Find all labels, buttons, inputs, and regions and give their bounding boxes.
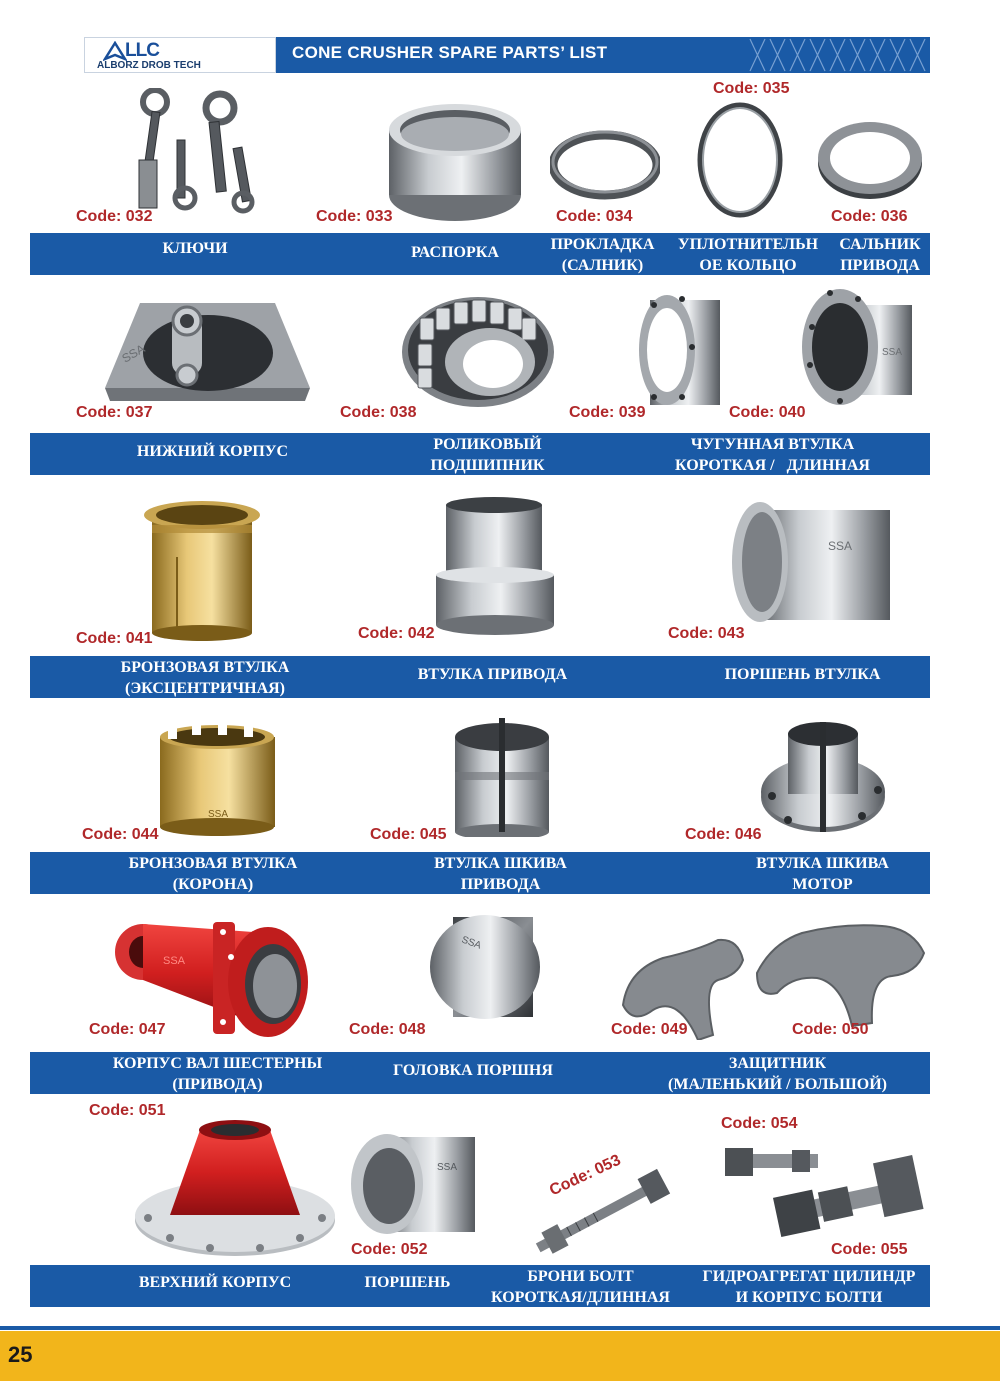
label-piston: ПОРШЕНЬ xyxy=(364,1274,451,1291)
code-039: Code: 039 xyxy=(569,404,646,421)
code-041: Code: 041 xyxy=(76,630,153,647)
spacer-ring-image xyxy=(385,100,525,225)
label-wrenches: КЛЮЧИ xyxy=(162,240,228,257)
piston-bush-image xyxy=(730,490,895,630)
label-liner-bolt-1: БРОНИ БОЛТ xyxy=(527,1268,634,1285)
stamp-ssa: SSA xyxy=(208,809,229,820)
header-pattern-icon xyxy=(745,37,930,73)
code-045: Code: 045 xyxy=(370,826,447,843)
roller-bearing-image xyxy=(398,290,558,410)
label-lower-housing: НИЖНИЙ КОРПУС xyxy=(136,443,289,460)
code-046: Code: 046 xyxy=(685,826,762,843)
code-042: Code: 042 xyxy=(358,625,435,642)
logo xyxy=(84,37,276,73)
label-drive-pulley-bush-2: ПРИВОДА xyxy=(460,876,541,893)
lower-housing-image xyxy=(100,293,315,408)
label-roller-bearing-2: ПОДШИПНИК xyxy=(430,457,545,474)
bronze-bush-eccentric-image xyxy=(142,497,262,642)
piston-head-image xyxy=(423,912,548,1022)
stamp-ssa: SSA xyxy=(437,1162,458,1173)
gasket-image xyxy=(550,130,660,200)
label-gasket-2: (САЛНИК) xyxy=(561,257,644,274)
label-piston-bush: ПОРШЕНЬ ВТУЛКА xyxy=(724,666,881,683)
sealing-ring-image xyxy=(695,100,785,220)
label-protector-2: (МАЛЕНЬКИЙ / БОЛЬШОЙ) xyxy=(668,1076,887,1093)
code-049: Code: 049 xyxy=(611,1021,688,1038)
code-044: Code: 044 xyxy=(82,826,159,843)
label-bronze-crown-2: (КОРОНА) xyxy=(172,876,254,893)
drive-pulley-bush-image xyxy=(447,712,557,837)
drive-bush-image xyxy=(432,497,557,637)
code-038: Code: 038 xyxy=(340,404,417,421)
label-drive-seal-1: САЛЬНИК xyxy=(839,236,921,253)
drive-seal-image xyxy=(815,118,925,203)
code-048: Code: 048 xyxy=(349,1021,426,1038)
stamp-ssa: SSA xyxy=(882,347,903,358)
code-054: Code: 054 xyxy=(721,1115,798,1132)
stamp-ssa: SSA xyxy=(163,955,186,967)
liner-bolt-image xyxy=(520,1165,680,1265)
label-cylinder-bolt-2: И КОРПУС БОЛТИ xyxy=(735,1289,883,1306)
code-040: Code: 040 xyxy=(729,404,806,421)
footer-line xyxy=(0,1326,1000,1330)
label-drive-pulley-bush-1: ВТУЛКА ШКИВА xyxy=(434,855,567,872)
label-gasket-1: ПРОКЛАДКА xyxy=(550,236,655,253)
code-047: Code: 047 xyxy=(89,1021,166,1038)
protector-large-image xyxy=(752,918,927,1028)
label-cast-iron-bush-2: КОРОТКАЯ / ДЛИННАЯ xyxy=(675,457,870,474)
stamp-ssa: SSA xyxy=(828,539,853,553)
label-drive-seal-2: ПРИВОДА xyxy=(840,257,920,274)
wrenches-image xyxy=(125,88,265,218)
code-036: Code: 036 xyxy=(831,208,908,225)
cast-iron-bush-short-image xyxy=(632,285,732,415)
label-liner-bolt-2: КОРОТКАЯ/ДЛИННАЯ xyxy=(491,1289,670,1306)
code-032: Code: 032 xyxy=(76,208,153,225)
page-number: 25 xyxy=(8,1342,33,1367)
code-051: Code: 051 xyxy=(89,1102,166,1119)
code-037: Code: 037 xyxy=(76,404,153,421)
page-title: CONE CRUSHER SPARE PARTS’ LIST xyxy=(292,43,608,62)
label-bronze-crown-1: БРОНЗОВАЯ ВТУЛКА xyxy=(128,855,298,872)
label-motor-pulley-bush-2: МОТОР xyxy=(792,876,853,893)
code-055: Code: 055 xyxy=(831,1241,908,1258)
logo-llc: LLC xyxy=(125,40,159,61)
label-sealing-ring-1: УПЛОТНИТЕЛЬН xyxy=(677,236,819,253)
code-035: Code: 035 xyxy=(713,80,790,97)
label-drive-bush: ВТУЛКА ПРИВОДА xyxy=(417,666,568,683)
code-033: Code: 033 xyxy=(316,208,393,225)
code-053: Code: 053 xyxy=(547,1151,624,1200)
label-spacer: РАСПОРКА xyxy=(411,244,499,261)
logo-company: ALBORZ DROB TECH xyxy=(97,60,201,71)
label-upper-housing: ВЕРХНИЙ КОРПУС xyxy=(138,1274,292,1291)
footer-bar xyxy=(0,1331,1000,1381)
label-motor-pulley-bush-1: ВТУЛКА ШКИВА xyxy=(756,855,889,872)
motor-pulley-bush-image xyxy=(758,712,888,837)
code-034: Code: 034 xyxy=(556,208,633,225)
label-protector-1: ЗАЩИТНИК xyxy=(728,1055,827,1072)
code-050: Code: 050 xyxy=(792,1021,869,1038)
stamp-ssa: SSA xyxy=(119,341,148,366)
stamp-ssa: SSA xyxy=(459,934,483,952)
cylinder-bolt-long-image xyxy=(765,1155,925,1245)
label-sealing-ring-2: ОЕ КОЛЬЦО xyxy=(699,257,797,274)
label-bronze-eccentric-2: (ЭКСЦЕНТРИЧНАЯ) xyxy=(124,680,285,697)
bronze-bush-crown-image xyxy=(150,717,285,837)
logo-mark-icon xyxy=(103,41,127,61)
cast-iron-bush-long-image xyxy=(800,285,915,410)
label-piston-head: ГОЛОВКА ПОРШНЯ xyxy=(393,1062,553,1079)
label-bronze-eccentric-1: БРОНЗОВАЯ ВТУЛКА xyxy=(120,659,290,676)
piston-image xyxy=(345,1122,480,1242)
code-052: Code: 052 xyxy=(351,1241,428,1258)
code-043: Code: 043 xyxy=(668,625,745,642)
label-cast-iron-bush-1: ЧУГУННАЯ ВТУЛКА xyxy=(690,436,855,453)
label-pinion-housing-1: КОРПУС ВАЛ ШЕСТЕРНЫ xyxy=(112,1055,323,1072)
label-pinion-housing-2: (ПРИВОДА) xyxy=(172,1076,263,1093)
label-cylinder-bolt-1: ГИДРОАГРЕГАТ ЦИЛИНДР xyxy=(702,1268,916,1285)
upper-housing-image xyxy=(130,1120,340,1260)
label-roller-bearing-1: РОЛИКОВЫЙ xyxy=(433,436,542,453)
